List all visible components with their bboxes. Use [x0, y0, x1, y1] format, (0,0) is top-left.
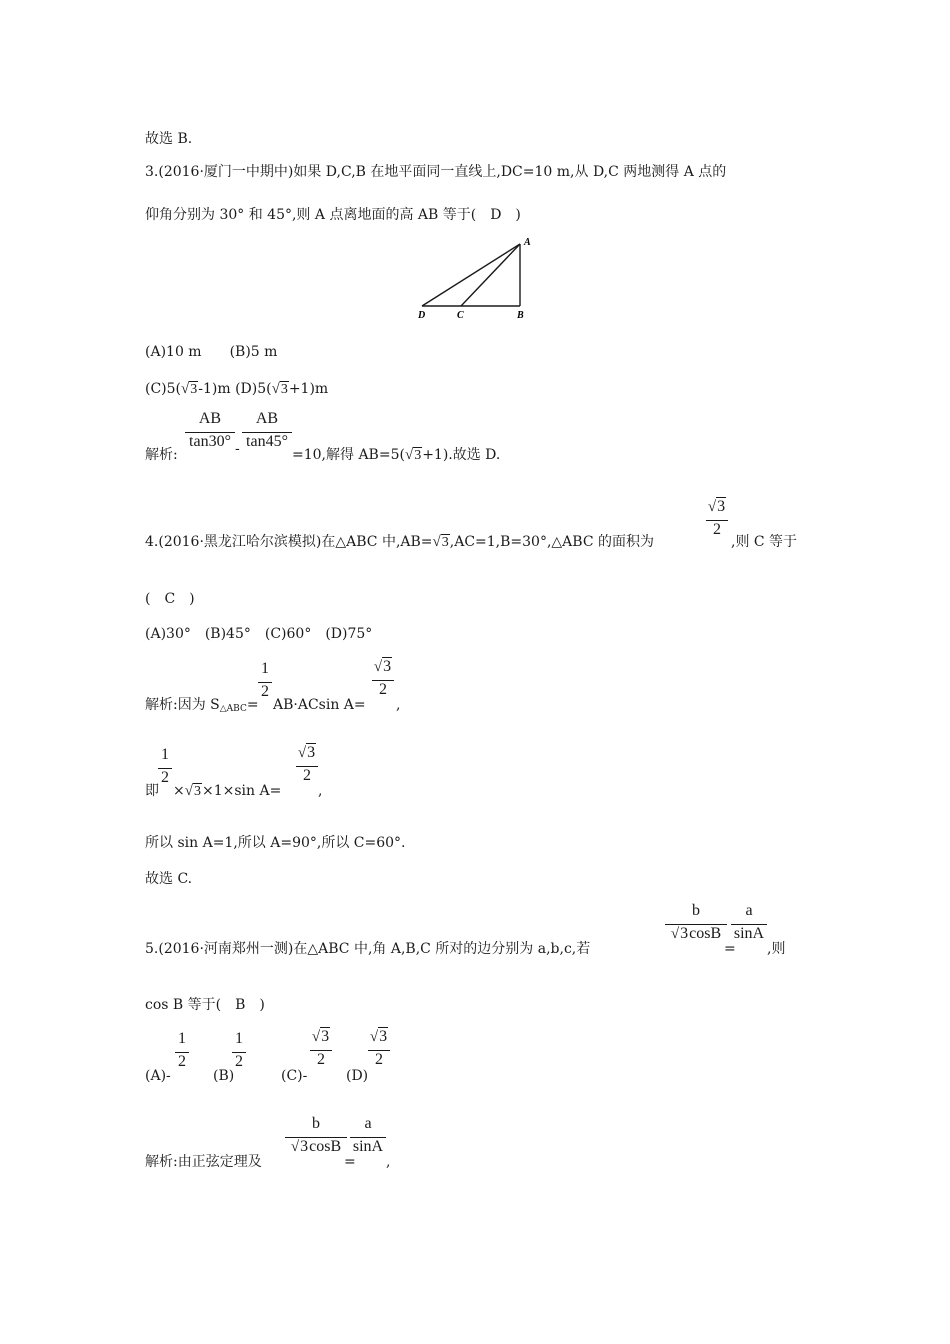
question-5-stem-equals: = — [724, 941, 736, 957]
question-4-solution-line3: 所以 sin A=1,所以 A=90°,所以 C=60°. — [145, 835, 406, 851]
figure-label-D: D — [418, 310, 426, 321]
fraction-option-A: $\frac{1}{2}$ — [175, 1030, 189, 1071]
question-4-solution-line2-end: , — [318, 783, 323, 799]
figure-label-C: C — [457, 310, 464, 321]
question-3-options-row1: (A)10 m (B)5 m — [145, 344, 278, 360]
question-3-solution-minus: - — [235, 441, 240, 457]
question-4-stem-line1: 4.(2016·黑龙江哈尔滨模拟)在△ABC 中,AB=√3,AC=1,B=30°,△ABC 的面积为 — [145, 534, 654, 550]
question-4-solution-line1-mid: AB·ACsin A= — [273, 697, 366, 713]
question-4-solution-line1-end: , — [396, 697, 401, 713]
figure-label-A: A — [524, 237, 531, 248]
fraction-option-B: $\frac{1}{2}$ — [232, 1030, 246, 1071]
question-4-answer-blank: ( C ) — [145, 591, 195, 607]
question-3-stem-line2: 仰角分别为 30° 和 45°,则 A 点离地面的高 AB 等于( D ) — [145, 207, 521, 223]
question-4-conclusion: 故选 C. — [145, 871, 193, 887]
fraction-option-C: $\frac{√3}{2}$ — [310, 1028, 332, 1069]
question-3-options-row2: (C)5(√3-1)m (D)5(√3+1)m — [145, 381, 329, 397]
question-4-stem-line1-end: ,则 C 等于 — [731, 534, 798, 550]
fraction-sqrt3-over-2-s1: $\frac{√3}{2}$ — [372, 658, 394, 699]
fraction-solution-b-over-sqrt3cosB: $\frac{b}{√3\cos B}$ — [285, 1115, 347, 1156]
fraction-b-over-sqrt3cosB: $\frac{b}{√3\cos B}$ — [665, 902, 727, 943]
question-5-stem-line2: cos B 等于( B ) — [145, 997, 265, 1013]
question-4-solution-line2: ×√3×1×sin A= — [173, 783, 282, 799]
fraction-one-half-s2: $\frac{1}{2}$ — [158, 746, 172, 787]
figure-label-B: B — [517, 310, 524, 321]
fraction-sqrt3-over-2-area: $\frac{√3}{2}$ — [706, 498, 728, 539]
question-4-solution-line1: 解析:因为 $S_{\triangle ABC}=$ — [145, 697, 259, 714]
conclusion-text: 故选 B. — [145, 131, 193, 147]
question-5-stem-line1: 5.(2016·河南郑州一测)在△ABC 中,角 A,B,C 所对的边分别为 a,b,c,若 — [145, 941, 591, 957]
fraction-a-over-sinA: $\frac{a}{\sin A}$ — [731, 902, 767, 943]
fraction-sqrt3-over-2-s2: $\frac{√3}{2}$ — [296, 744, 318, 785]
question-3-solution-text: =10,解得 AB=5(√3+1).故选 D. — [292, 447, 501, 463]
question-5-solution-equals: = — [344, 1154, 356, 1170]
question-5-option-C: (C)- — [281, 1068, 308, 1084]
triangle-figure — [414, 236, 534, 326]
fraction-AB-over-tan30: $\frac{AB}{\tan 30^\circ}$ — [185, 410, 235, 451]
fraction-AB-over-tan45: $\frac{AB}{\tan 45^\circ}$ — [242, 410, 292, 451]
question-5-option-B: (B) — [213, 1068, 235, 1084]
question-5-solution-label: 解析:由正弦定理及 — [145, 1154, 262, 1170]
question-3-stem-line1: 3.(2016·厦门一中期中)如果 D,C,B 在地平面同一直线上,DC=10 m,从 D,C 两地测得 A 点的 — [145, 164, 727, 180]
question-4-options: (A)30° (B)45° (C)60° (D)75° — [145, 626, 373, 642]
question-4-solution-line2-label: 即 — [145, 783, 159, 799]
fraction-one-half-s1: $\frac{1}{2}$ — [258, 660, 272, 701]
figure-line-DA — [422, 244, 520, 306]
fraction-solution-a-over-sinA: $\frac{a}{\sin A}$ — [350, 1115, 386, 1156]
fraction-option-D: $\frac{√3}{2}$ — [368, 1028, 390, 1069]
question-5-option-D: (D) — [346, 1068, 369, 1084]
question-5-solution-end: , — [386, 1154, 391, 1170]
question-5-stem-line1-end: ,则 — [767, 941, 786, 957]
question-3-solution-label: 解析: — [145, 447, 178, 463]
question-5-option-A: (A)- — [145, 1068, 171, 1084]
